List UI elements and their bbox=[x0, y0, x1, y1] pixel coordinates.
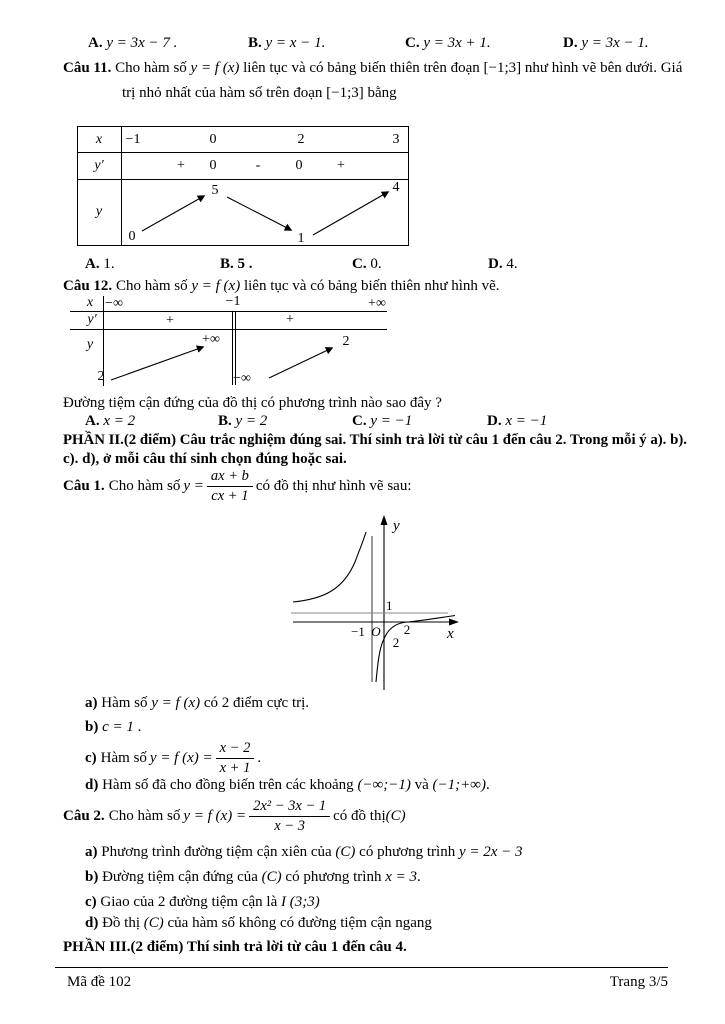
q11-text: trị nhỏ nhất của hàm số trên đoạn bbox=[122, 85, 327, 101]
item-text: Đồ thị bbox=[102, 915, 144, 931]
label-2-below: 2 bbox=[392, 635, 400, 650]
item-text: của hàm số không có đường tiệm cận ngang bbox=[163, 915, 432, 931]
q11-text: Cho hàm số bbox=[115, 60, 191, 76]
q11-option-d bbox=[488, 255, 518, 274]
option-value: 1. bbox=[103, 256, 115, 272]
table-rule bbox=[70, 329, 387, 330]
prev-option-c bbox=[405, 34, 491, 53]
q11-option-a bbox=[85, 255, 115, 274]
cau2-text: có đồ thị bbox=[333, 807, 386, 824]
y-value-start: 2 bbox=[97, 369, 105, 384]
numerator: 2x² − 3x − 1 bbox=[249, 798, 330, 817]
part3-heading bbox=[63, 938, 407, 957]
numerator: ax + b bbox=[207, 468, 253, 487]
item-text: . bbox=[133, 719, 142, 735]
item-text: Phương trình đường tiệm cận xiên của bbox=[101, 844, 336, 860]
y-value-trough: 1 bbox=[297, 231, 305, 246]
table-rule bbox=[78, 179, 408, 180]
q12-stem bbox=[63, 277, 500, 296]
part2-heading-line1 bbox=[63, 431, 687, 450]
option-value: y = 3x + 1. bbox=[423, 35, 491, 51]
item-text: có phương trình bbox=[281, 869, 386, 885]
item-math: y = f (x) = bbox=[149, 749, 213, 766]
cau1-function-graph bbox=[285, 512, 467, 694]
item-letter: b) bbox=[85, 719, 99, 735]
cau1-item-c bbox=[85, 738, 261, 778]
y-value-end: 2 bbox=[342, 334, 350, 349]
q12-variation-table bbox=[65, 296, 390, 390]
item-letter: c) bbox=[85, 749, 97, 766]
item-text: có 2 điểm cực trị. bbox=[200, 695, 310, 711]
option-letter: C. bbox=[352, 256, 367, 272]
heading-text: PHẦN III.(2 điểm) Thí sinh trả lời từ câu 1 đến câu 4. bbox=[63, 939, 407, 955]
label-neg1: −1 bbox=[351, 624, 365, 639]
item-math: (−1;+∞) bbox=[432, 777, 486, 793]
x-value: +∞ bbox=[368, 296, 386, 311]
fraction bbox=[207, 468, 253, 505]
q11-text: như hình vẽ bên dưới. Giá bbox=[521, 60, 683, 76]
sign: + bbox=[286, 312, 294, 327]
option-letter: A. bbox=[88, 35, 103, 51]
numerator: x − 2 bbox=[216, 740, 255, 759]
cau1-text: có đồ thị như hình vẽ sau: bbox=[255, 477, 412, 494]
q12-option-a bbox=[85, 412, 135, 431]
row-label-yprime: y′ bbox=[94, 158, 104, 173]
q11-option-c bbox=[352, 255, 382, 274]
q12-text: liên tục và có bảng biến thiên như hình vẽ. bbox=[240, 278, 500, 294]
q12-label: Câu 12. bbox=[63, 278, 113, 294]
denominator: x + 1 bbox=[219, 759, 251, 776]
sign: 0 bbox=[209, 158, 217, 173]
x-value: −∞ bbox=[105, 296, 123, 311]
q12-option-d bbox=[487, 412, 547, 431]
option-letter: B. bbox=[220, 256, 234, 272]
cau1-label: Câu 1. bbox=[63, 477, 105, 494]
option-letter: A. bbox=[85, 256, 100, 272]
row-label-y: y bbox=[86, 337, 94, 352]
item-math: (C) bbox=[261, 869, 282, 885]
sign: - bbox=[255, 158, 261, 173]
q12-question bbox=[63, 394, 442, 413]
cau1-text: Cho hàm số bbox=[108, 477, 181, 494]
q11-text: bằng bbox=[363, 85, 397, 101]
option-letter: B. bbox=[248, 35, 262, 51]
q11-math: y = f (x) bbox=[190, 60, 240, 76]
label-1: 1 bbox=[386, 598, 393, 613]
prev-option-d bbox=[563, 34, 649, 53]
q11-stem-line2 bbox=[122, 84, 397, 103]
item-math: (C) bbox=[143, 915, 164, 931]
footer-page-number bbox=[560, 973, 668, 992]
option-value: y = 2 bbox=[235, 413, 268, 429]
y-axis-arrow bbox=[381, 515, 388, 525]
option-value: y = −1 bbox=[370, 413, 413, 429]
y-axis-label: y bbox=[393, 518, 400, 534]
q11-interval: [−1;3] bbox=[326, 85, 364, 101]
item-math: y = 2x − 3 bbox=[458, 844, 523, 860]
row-label-y: y bbox=[95, 204, 103, 219]
prev-option-a bbox=[88, 34, 177, 53]
prev-option-b bbox=[248, 34, 325, 53]
y-value-end: 4 bbox=[392, 180, 400, 195]
option-value: y = 3x − 7 . bbox=[106, 35, 178, 51]
item-text: . bbox=[417, 869, 421, 885]
label-2-axis: 2 bbox=[403, 622, 411, 637]
item-math: x = 3 bbox=[385, 869, 418, 885]
exam-code-text: Mã đề 102 bbox=[67, 974, 132, 990]
cau1-item-a bbox=[85, 694, 309, 713]
option-value: y = 3x − 1. bbox=[581, 35, 649, 51]
y-value-start: 0 bbox=[128, 229, 136, 244]
item-letter: c) bbox=[85, 894, 97, 910]
q11-stem-line1 bbox=[63, 59, 682, 78]
cau2-item-a bbox=[85, 843, 523, 862]
item-letter: d) bbox=[85, 915, 99, 931]
q11-interval: [−1;3] bbox=[483, 60, 522, 76]
cau2-text: Cho hàm số bbox=[108, 807, 181, 824]
footer-rule bbox=[55, 967, 668, 968]
cau2-item-b bbox=[85, 868, 421, 887]
cau1-item-b bbox=[85, 718, 141, 737]
q11-option-b bbox=[220, 255, 253, 274]
option-value: y = x − 1. bbox=[265, 35, 326, 51]
option-value: 4. bbox=[506, 256, 518, 272]
y-value-peak: 5 bbox=[211, 183, 219, 198]
option-value: 0. bbox=[370, 256, 382, 272]
item-text: Hàm số đã cho đồng biến trên các khoảng bbox=[102, 777, 358, 793]
row-label-x: x bbox=[95, 132, 103, 147]
heading-text: PHẦN II.(2 điểm) Câu trắc nghiệm đúng sai. Thí sinh trả lời từ câu 1 đến câu 2. Trong mỗi ý a). b). bbox=[63, 432, 687, 448]
option-letter: D. bbox=[563, 35, 578, 51]
footer-exam-code bbox=[67, 973, 131, 992]
item-letter: d) bbox=[85, 777, 99, 793]
fraction bbox=[249, 798, 330, 835]
row-label-x: x bbox=[86, 295, 94, 310]
q12-math: y = f (x) bbox=[191, 278, 241, 294]
item-letter: b) bbox=[85, 869, 99, 885]
cau2-item-d bbox=[85, 914, 432, 933]
heading-text: c). d), ở mỗi câu thí sinh chọn đúng hoặc sai. bbox=[63, 451, 347, 467]
sign: + bbox=[337, 158, 345, 173]
sign: + bbox=[177, 158, 185, 173]
cau1-item-d bbox=[85, 776, 490, 795]
q12-option-c bbox=[352, 412, 412, 431]
x-value: 0 bbox=[209, 132, 217, 147]
cau2-item-c bbox=[85, 893, 320, 912]
option-letter: C. bbox=[352, 413, 367, 429]
item-math: y = f (x) bbox=[151, 695, 201, 711]
item-text: và bbox=[410, 777, 433, 793]
x-value: −1 bbox=[225, 294, 241, 309]
option-letter: B. bbox=[218, 413, 232, 429]
item-letter: a) bbox=[85, 844, 98, 860]
curve-upper-left-branch bbox=[293, 532, 366, 602]
q12-option-b bbox=[218, 412, 267, 431]
item-math: c = 1 bbox=[102, 719, 134, 735]
option-value: x = −1 bbox=[505, 413, 548, 429]
table-divider bbox=[121, 127, 122, 245]
item-math: I (3;3) bbox=[281, 894, 320, 910]
q11-variation-table bbox=[77, 126, 409, 246]
curve-lower-right-branch bbox=[376, 616, 455, 683]
option-letter: C. bbox=[405, 35, 420, 51]
x-value: −1 bbox=[125, 132, 141, 147]
denominator: x − 3 bbox=[274, 817, 305, 834]
cau2-stem bbox=[63, 796, 406, 836]
item-text: Giao của 2 đường tiệm cận là bbox=[100, 894, 281, 910]
q11-label: Câu 11. bbox=[63, 60, 112, 76]
sign: + bbox=[166, 313, 174, 328]
page-number-text: Trang 3/5 bbox=[609, 974, 668, 990]
cau2-math: y = f (x) = bbox=[183, 807, 247, 824]
y-value-minus-inf: −∞ bbox=[233, 371, 251, 386]
item-math: (−∞;−1) bbox=[357, 777, 411, 793]
part2-heading-line2 bbox=[63, 450, 347, 469]
option-letter: A. bbox=[85, 413, 100, 429]
cau1-stem bbox=[63, 468, 412, 504]
row-label-yprime: y′ bbox=[87, 312, 97, 327]
x-axis-arrow bbox=[449, 619, 459, 626]
table-rule bbox=[70, 311, 387, 312]
cau1-math: y = bbox=[183, 477, 204, 494]
denominator: cx + 1 bbox=[211, 487, 249, 504]
item-text: Hàm số bbox=[100, 749, 147, 766]
item-text: Hàm số bbox=[101, 695, 152, 711]
item-text: . bbox=[257, 749, 262, 766]
sign: 0 bbox=[295, 158, 303, 173]
option-value: x = 2 bbox=[103, 413, 136, 429]
x-axis-label: x bbox=[447, 626, 454, 642]
option-letter: D. bbox=[487, 413, 502, 429]
origin-label: O bbox=[371, 624, 381, 639]
item-text: . bbox=[485, 777, 490, 793]
item-math: (C) bbox=[335, 844, 356, 860]
x-value: 2 bbox=[297, 132, 305, 147]
q11-text: liên tục và có bảng biến thiên trên đoạn bbox=[239, 60, 484, 76]
cau2-math: (C) bbox=[385, 807, 406, 824]
y-value-plus-inf: +∞ bbox=[202, 332, 220, 347]
cau2-label: Câu 2. bbox=[63, 807, 105, 824]
item-text: Đường tiệm cận đứng của bbox=[102, 869, 262, 885]
item-letter: a) bbox=[85, 695, 98, 711]
q12-question-text: Đường tiệm cận đứng của đồ thị có phương trình nào sao đây ? bbox=[63, 395, 442, 411]
table-rule bbox=[78, 152, 408, 153]
option-letter: D. bbox=[488, 256, 503, 272]
fraction bbox=[216, 740, 255, 777]
option-value: 5 . bbox=[237, 256, 253, 272]
item-text: có phương trình bbox=[355, 844, 459, 860]
x-value: 3 bbox=[392, 132, 400, 147]
q12-text: Cho hàm số bbox=[115, 278, 192, 294]
